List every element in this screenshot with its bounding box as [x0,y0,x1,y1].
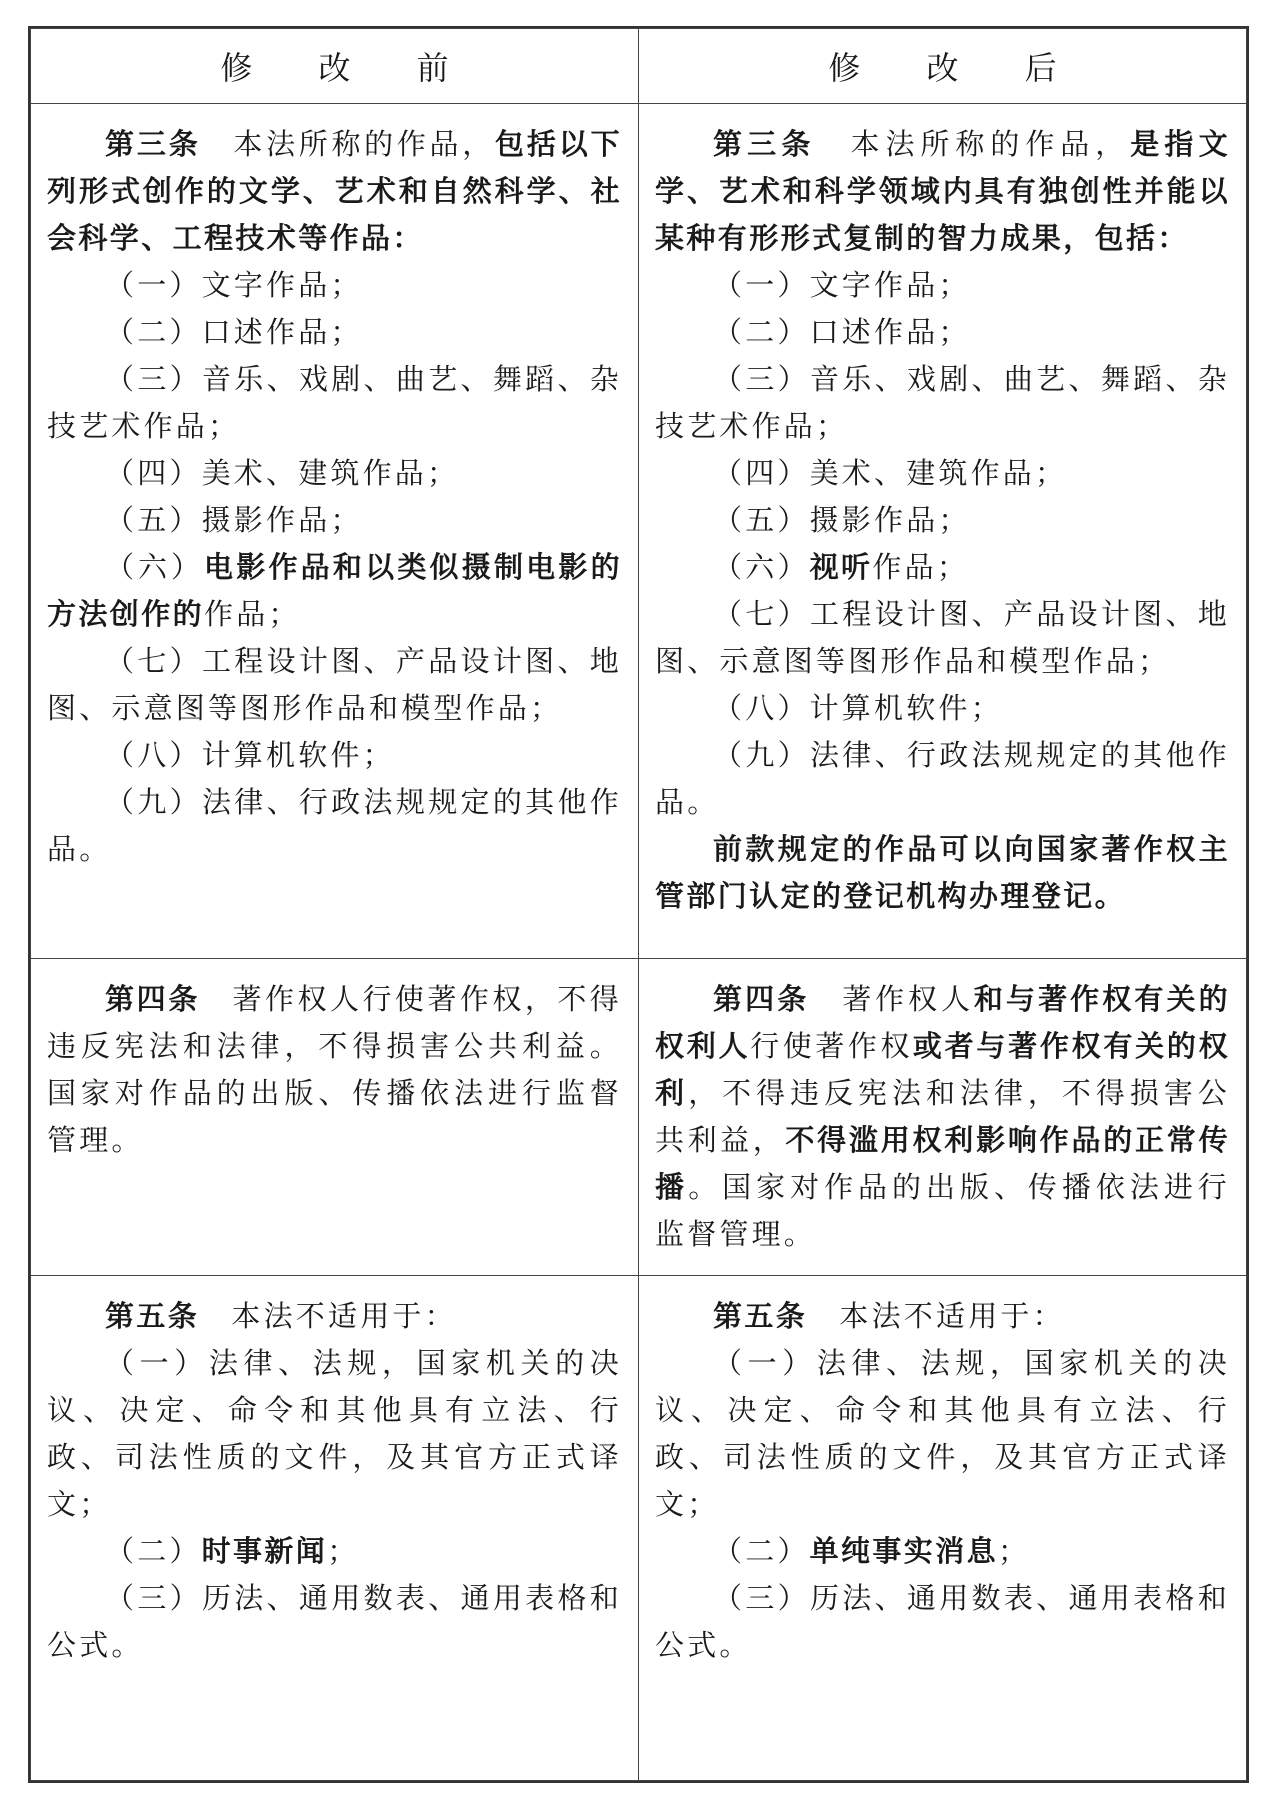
emphasized-text: 时事新闻 [201,1534,328,1568]
body-text: 作品； [204,597,301,631]
body-text: （三）音乐、戏剧、曲艺、舞蹈、杂技艺术作品； [655,362,1230,443]
header-after: 修 改 后 [639,29,1247,104]
cell-before-article-4 [31,959,639,1276]
body-text: （九）法律、行政法规规定的其他作品。 [47,785,622,866]
table-row-article-4 [31,959,1247,1276]
paragraph [655,121,1230,262]
paragraph [47,1340,622,1528]
body-text: （四）美术、建筑作品； [713,456,1068,490]
paragraph [47,309,622,356]
body-text: （一）法律、法规，国家机关的决议、决定、命令和其他具有立法、行政、司法性质的文件，及其官方正式译文； [47,1346,622,1521]
paragraph [655,309,1230,356]
paragraph [47,1528,622,1575]
cell-after-article-3 [639,104,1247,959]
body-text: （三）历法、通用数表、通用表格和公式。 [655,1581,1230,1662]
paragraph [655,544,1230,591]
body-text: （七）工程设计图、产品设计图、地图、示意图等图形作品和模型作品； [47,644,622,725]
paragraph [655,262,1230,309]
cell-before-article-3 [31,104,639,959]
emphasized-text: 视听 [809,550,873,584]
cell-text [31,104,638,883]
body-text: （五）摄影作品； [105,503,363,537]
body-text: （二） [105,1534,202,1568]
paragraph [47,121,622,262]
emphasized-text: 电影作品和以类似摄制电影的方法创作的 [47,550,622,631]
body-text: （二） [713,1534,810,1568]
body-text: （八）计算机软件； [713,691,1003,725]
emphasized-text: 包括以下列形式创作的文学、艺术和自然科学、社会科学、工程技术等作品： [47,127,622,255]
body-text: 本法所称的作品， [815,127,1131,161]
body-text: （三）音乐、戏剧、曲艺、舞蹈、杂技艺术作品； [47,362,622,443]
paragraph [655,1528,1230,1575]
paragraph [655,976,1230,1258]
cell-text [31,1276,638,1679]
emphasized-text: 第四条 [105,982,201,1016]
body-text: （二）口述作品； [105,315,363,349]
body-text: 著作权人行使著作权，不得违反宪法和法律，不得损害公共利益。国家对作品的出版、传播依法进行监督管理。 [47,982,622,1157]
paragraph [655,1293,1230,1340]
paragraph [47,262,622,309]
emphasized-text: 和与著作权有关的权利人 [655,982,1230,1063]
body-text: （八）计算机软件； [105,738,395,772]
emphasized-text: 是指文学、艺术和科学领域内具有独创性并能以某种有形形式复制的智力成果，包括： [655,127,1230,255]
body-text: （一）法律、法规，国家机关的决议、决定、命令和其他具有立法、行政、司法性质的文件，及其官方正式译文； [655,1346,1230,1521]
body-text: （一）文字作品； [105,268,363,302]
emphasized-text: 第四条 [713,982,810,1016]
paragraph [655,591,1230,685]
cell-text [639,959,1246,1268]
paragraph [47,356,622,450]
emphasized-text: 第三条 [713,127,816,161]
body-text: （四）美术、建筑作品； [105,456,460,490]
paragraph [47,732,622,779]
paragraph [47,779,622,873]
paragraph [655,826,1230,920]
cell-text [639,104,1246,930]
body-text: （五）摄影作品； [713,503,971,537]
body-text: 本法不适用于： [807,1299,1065,1333]
body-text: （七）工程设计图、产品设计图、地图、示意图等图形作品和模型作品； [655,597,1230,678]
emphasized-text: 第五条 [713,1299,808,1333]
body-text: （九）法律、行政法规规定的其他作品。 [655,738,1230,819]
body-text: （二）口述作品； [713,315,971,349]
header-before: 修 改 前 [31,29,639,104]
table-header-row [31,29,1247,104]
comparison-table [28,26,1249,1783]
paragraph [655,1575,1230,1669]
body-text: ； [998,1534,1031,1568]
paragraph [655,356,1230,450]
body-text: ，不得违反宪法和法律，不得损害公共利益， [655,1076,1231,1157]
body-text: ； [327,1534,360,1568]
paragraph [655,1340,1230,1528]
emphasized-text: 第三条 [105,127,201,161]
table-row-article-3 [31,104,1247,959]
body-text: （六） [713,550,810,584]
paragraph [47,1575,622,1669]
paragraph [47,497,622,544]
paragraph [655,685,1230,732]
paragraph [47,638,622,732]
paragraph [47,450,622,497]
paragraph [655,732,1230,826]
body-text: （三）历法、通用数表、通用表格和公式。 [47,1581,622,1662]
emphasized-text: 或者与著作权有关的权利 [655,1029,1230,1110]
body-text: 本法不适用于： [199,1299,457,1333]
emphasized-text: 单纯事实消息 [809,1534,999,1568]
paragraph [47,1293,622,1340]
paragraph [655,497,1230,544]
cell-after-article-4 [639,959,1247,1276]
cell-text [31,959,638,1174]
body-text: （六） [105,550,205,584]
body-text: 本法所称的作品， [200,127,495,161]
body-text: 作品； [872,550,970,584]
emphasized-text: 第五条 [105,1299,200,1333]
cell-before-article-5 [31,1276,639,1781]
body-text: （一）文字作品； [713,268,971,302]
emphasized-text: 不得滥用权利影响作品的正常传播 [655,1123,1230,1204]
table-row-article-5 [31,1276,1247,1781]
body-text: 行使著作权 [750,1029,913,1063]
paragraph [47,976,622,1164]
cell-after-article-5 [639,1276,1247,1781]
cell-text [639,1276,1246,1679]
paragraph [655,450,1230,497]
body-text: 。国家对作品的出版、传播依法进行监督管理。 [655,1170,1231,1251]
paragraph [47,544,622,638]
emphasized-text: 前款规定的作品可以向国家著作权主管部门认定的登记机构办理登记。 [655,832,1230,913]
comparison-grid [30,28,1247,1781]
body-text: 著作权人 [809,982,974,1016]
